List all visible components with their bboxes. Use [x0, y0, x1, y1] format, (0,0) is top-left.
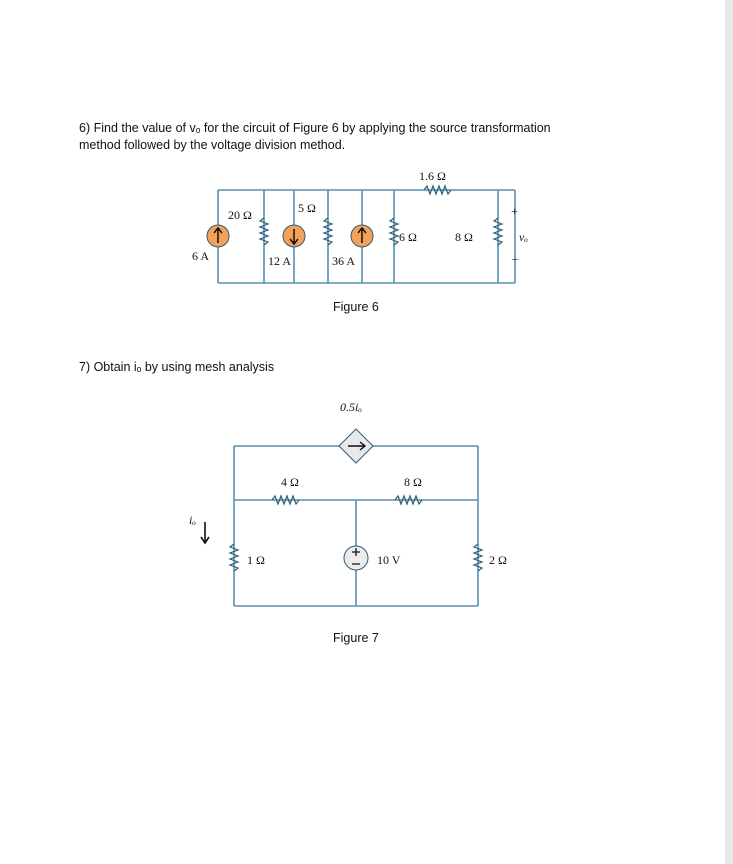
fig7-resistor-2	[474, 544, 482, 571]
fig7-resistor-1	[230, 544, 238, 571]
fig7-label-8: 8 Ω	[404, 475, 422, 489]
question-6-line2: method followed by the voltage division method.	[79, 138, 346, 152]
question-7: 7) Obtain iₒ by using mesh analysis	[79, 360, 275, 374]
fig6-label-vo: vₒ	[519, 230, 528, 244]
fig6-label-5: 5 Ω	[298, 201, 316, 215]
fig7-label-4: 4 Ω	[281, 475, 299, 489]
fig7-resistor-8	[395, 496, 422, 504]
fig7-label-dep: 0.5iₒ	[340, 400, 362, 414]
fig7-label-2: 2 Ω	[489, 553, 507, 567]
figure-6-caption: Figure 6	[333, 300, 379, 314]
fig6-label-36a: 36 A	[332, 254, 356, 268]
question-6-line1: 6) Find the value of vₒ for the circuit of Figure 6 by applying the source transformation	[79, 121, 551, 135]
fig6-label-6a: 6 A	[192, 249, 210, 263]
fig7-resistor-4	[272, 496, 299, 504]
fig6-label-6: 6 Ω	[399, 230, 417, 244]
fig7-label-10v: 10 V	[377, 553, 401, 567]
fig7-label-1: 1 Ω	[247, 553, 265, 567]
fig7-current-arrow-icon	[201, 522, 209, 543]
fig6-label-8: 8 Ω	[455, 230, 473, 244]
figure-7-caption: Figure 7	[333, 631, 379, 645]
fig6-label-1p6: 1.6 Ω	[419, 169, 446, 183]
fig6-label-20: 20 Ω	[228, 208, 252, 222]
fig7-label-io: iₒ	[189, 513, 196, 527]
fig6-label-12a: 12 A	[268, 254, 292, 268]
fig6-label-plus: +	[511, 204, 518, 218]
fig6-label-minus: –	[512, 251, 518, 265]
